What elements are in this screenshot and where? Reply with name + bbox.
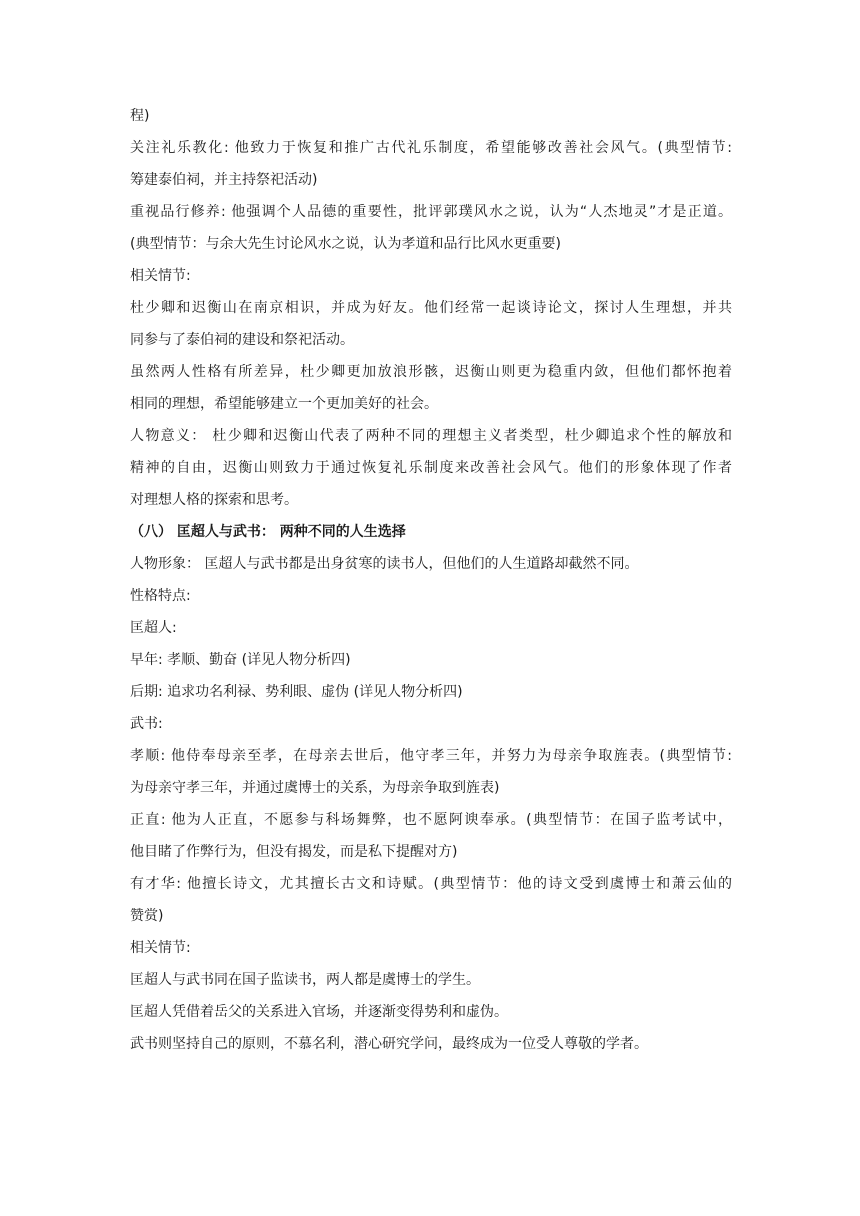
text-line: 武书则坚持自己的原则，不慕名利，潜心研究学问，最终成为一位受人尊敬的学者。	[130, 1036, 648, 1052]
text-line: 虽然两人性格有所差异，杜少卿更加放浪形骸，迟衡山则更为稳重内敛，但他们都怀抱着	[130, 364, 732, 380]
text-line: 精神的自由，迟衡山则致力于通过恢复礼乐制度来改善社会风气。他们的形象体现了作者	[130, 460, 732, 476]
text-line: 孝顺: 他侍奉母亲至孝，在母亲去世后，他守孝三年，并努力为母亲争取旌表。(典型情节:	[130, 748, 732, 764]
text-line: 对理想人格的探索和思考。	[130, 492, 298, 508]
text-line: 早年: 孝顺、勤奋 (详见人物分析四)	[130, 652, 351, 668]
text-line: 相关情节:	[130, 940, 191, 956]
text-line: 重视品行修养: 他强调个人品德的重要性，批评郭璞风水之说，认为“人杰地灵”才是正道。	[130, 204, 732, 220]
text-line: 匡超人:	[130, 620, 177, 636]
text-line: 相关情节:	[130, 268, 191, 284]
text-line: 有才华: 他擅长诗文，尤其擅长古文和诗赋。(典型情节：他的诗文受到虞博士和萧云仙的	[130, 876, 732, 892]
text-line: 人物意义： 杜少卿和迟衡山代表了两种不同的理想主义者类型，杜少卿追求个性的解放和	[130, 428, 732, 444]
text-line: 关注礼乐教化: 他致力于恢复和推广古代礼乐制度，希望能够改善社会风气。(典型情节:	[130, 140, 732, 156]
text-line: 性格特点:	[130, 588, 191, 604]
text-line: 他目睹了作弊行为，但没有揭发，而是私下提醒对方)	[130, 844, 458, 860]
section-heading: （八） 匡超人与武书： 两种不同的人生选择	[130, 524, 406, 540]
text-line: 匡超人凭借着岳父的关系进入官场，并逐渐变得势利和虚伪。	[130, 1004, 508, 1020]
document-page	[130, 106, 732, 1066]
text-line: 程)	[130, 108, 150, 124]
text-line: 同参与了泰伯祠的建设和祭祀活动。	[130, 332, 354, 348]
text-line: 相同的理想，希望能够建立一个更加美好的社会。	[130, 396, 438, 412]
text-line: 筹建泰伯祠，并主持祭祀活动)	[130, 172, 318, 188]
text-line: 后期: 追求功名利禄、势利眼、虚伪 (详见人物分析四)	[130, 684, 463, 700]
text-line: 杜少卿和迟衡山在南京相识，并成为好友。他们经常一起谈诗论文，探讨人生理想，并共	[130, 300, 732, 316]
text-line: 武书:	[130, 716, 163, 732]
text-line: 正直: 他为人正直，不愿参与科场舞弊，也不愿阿谀奉承。(典型情节：在国子监考试中，	[130, 812, 732, 828]
text-line: 赞赏)	[130, 908, 164, 924]
text-line: (典型情节：与余大先生讨论风水之说，认为孝道和品行比风水更重要)	[130, 236, 561, 252]
text-line: 匡超人与武书同在国子监读书，两人都是虞博士的学生。	[130, 972, 480, 988]
text-line: 人物形象： 匡超人与武书都是出身贫寒的读书人，但他们的人生道路却截然不同。	[130, 556, 639, 572]
text-line: 为母亲守孝三年，并通过虞博士的关系，为母亲争取到旌表)	[130, 780, 500, 796]
